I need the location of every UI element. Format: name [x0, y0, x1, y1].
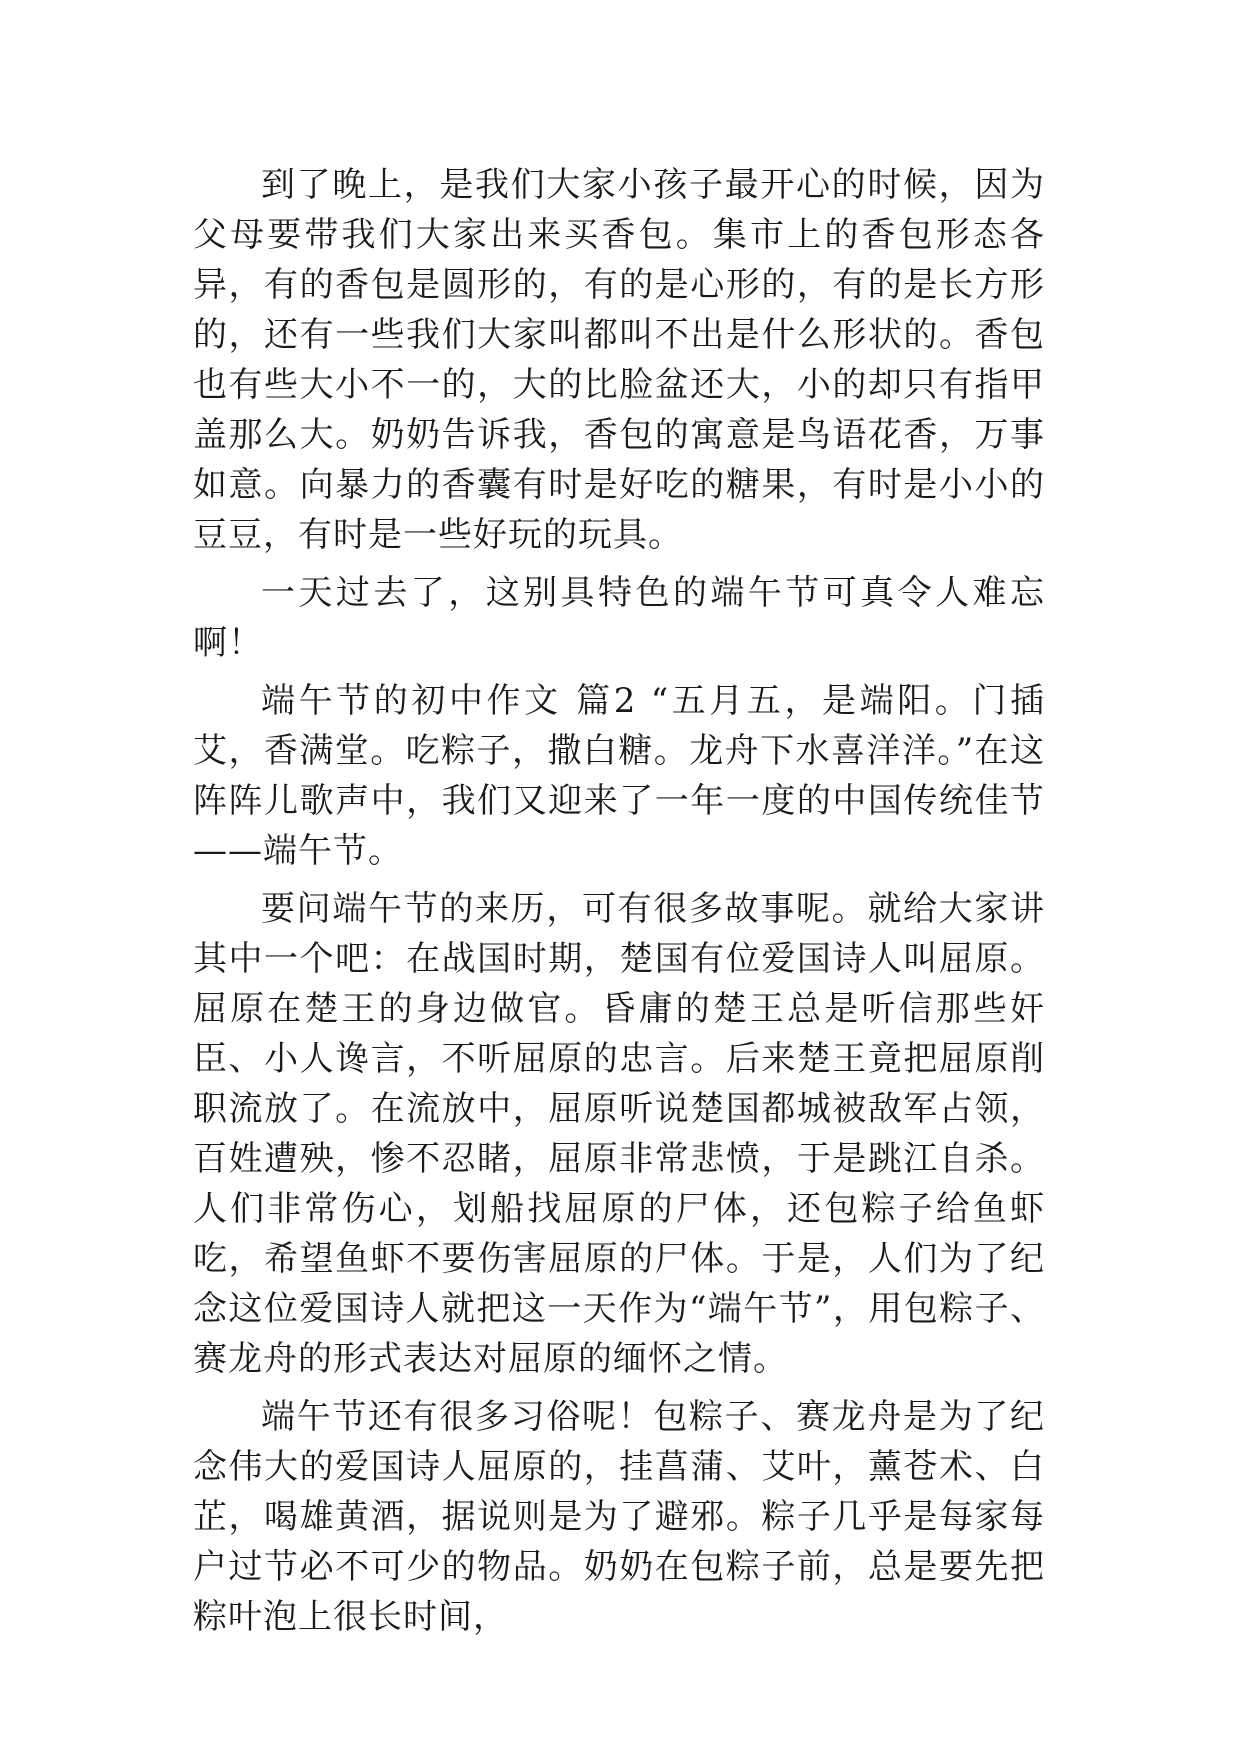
paragraph-customs: 端午节还有很多习俗呢！包粽子、赛龙舟是为了纪念伟大的爱国诗人屈原的，挂菖蒲、艾叶，薰苍术、白芷，喝雄黄酒，据说则是为了避邪。粽子几乎是每家每户过节必不可少的物品。奶奶在包粽子前，总是要先把粽叶泡上很长时间，	[193, 1397, 1045, 1637]
document-page	[193, 160, 1045, 1642]
paragraph-evening-sachets: 到了晚上，是我们大家小孩子最开心的时候，因为父母要带我们大家出来买香包。集市上的香包形态各异，有的香包是圆形的，有的是心形的，有的是长方形的，还有一些我们大家叫都叫不出是什么形状的。香包也有些大小不一的，大的比脸盆还大，小的却只有指甲盖那么大。奶奶告诉我，香包的寓意是鸟语花香，万事如意。向暴力的香囊有时是好吃的糖果，有时是小小的豆豆，有时是一些好玩的玩具。	[193, 165, 1045, 555]
paragraph-qu-yuan-story: 要问端午节的来历，可有很多故事呢。就给大家讲其中一个吧：在战国时期，楚国有位爱国诗人叫屈原。屈原在楚王的身边做官。昏庸的楚王总是听信那些奸臣、小人谗言，不听屈原的忠言。后来楚王竟把屈原削职流放了。在流放中，屈原听说楚国都城被敌军占领，百姓遭殃，惨不忍睹，屈原非常悲愤，于是跳江自杀。人们非常伤心，划船找屈原的尸体，还包粽子给鱼虾吃，希望鱼虾不要伤害屈原的尸体。于是，人们为了纪念这位爱国诗人就把这一天作为“端午节”，用包粽子、赛龙舟的形式表达对屈原的缅怀之情。	[193, 889, 1045, 1379]
paragraph-day-passed: 一天过去了，这别具特色的端午节可真令人难忘啊！	[193, 573, 1045, 663]
paragraph-essay-2-intro: 端午节的初中作文 篇2 “五月五，是端阳。门插艾，香满堂。吃粽子，撒白糖。龙舟下水喜洋洋。”在这阵阵儿歌声中，我们又迎来了一年一度的中国传统佳节——端午节。	[193, 681, 1045, 871]
